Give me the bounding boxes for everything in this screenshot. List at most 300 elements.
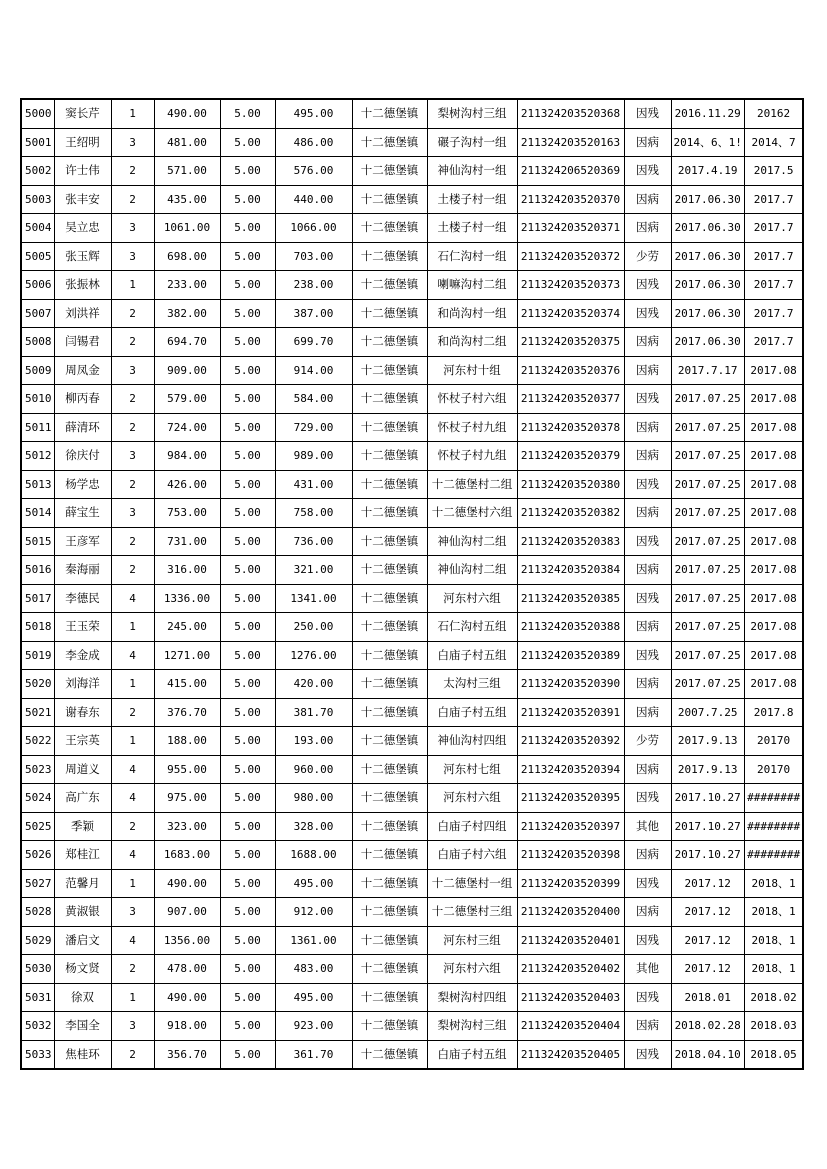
table-row — [21, 698, 803, 727]
household-count-cell: 2 — [111, 955, 154, 984]
amount-cell: 481.00 — [154, 128, 220, 157]
household-count-cell: 4 — [111, 926, 154, 955]
increment-cell: 5.00 — [220, 328, 275, 357]
reason-cell: 因残 — [624, 470, 671, 499]
amount-cell: 435.00 — [154, 185, 220, 214]
name-cell: 李金成 — [54, 641, 111, 670]
household-count-cell: 2 — [111, 413, 154, 442]
start-month-cell: 2017.08 — [744, 670, 803, 699]
row-number: 5010 — [21, 385, 54, 414]
reason-cell: 因病 — [624, 185, 671, 214]
increment-cell: 5.00 — [220, 527, 275, 556]
id-number-cell: 211324203520397 — [517, 812, 624, 841]
town-cell: 十二德堡镇 — [352, 926, 427, 955]
village-cell: 土楼子村一组 — [427, 214, 517, 243]
amount-cell: 907.00 — [154, 898, 220, 927]
row-number: 5008 — [21, 328, 54, 357]
row-number: 5024 — [21, 784, 54, 813]
household-count-cell: 1 — [111, 727, 154, 756]
id-number-cell: 211324203520404 — [517, 1012, 624, 1041]
start-month-cell: 20170 — [744, 755, 803, 784]
total-cell: 486.00 — [275, 128, 352, 157]
village-cell: 喇嘛沟村二组 — [427, 271, 517, 300]
row-number: 5018 — [21, 613, 54, 642]
date-cell: 2017.06.30 — [671, 271, 744, 300]
id-number-cell: 211324203520388 — [517, 613, 624, 642]
row-number: 5025 — [21, 812, 54, 841]
town-cell: 十二德堡镇 — [352, 470, 427, 499]
amount-cell: 918.00 — [154, 1012, 220, 1041]
town-cell: 十二德堡镇 — [352, 214, 427, 243]
date-cell: 2018.01 — [671, 983, 744, 1012]
town-cell: 十二德堡镇 — [352, 841, 427, 870]
village-cell: 白庙子村五组 — [427, 1040, 517, 1069]
amount-cell: 323.00 — [154, 812, 220, 841]
table-row — [21, 385, 803, 414]
date-cell: 2017.07.25 — [671, 442, 744, 471]
total-cell: 1066.00 — [275, 214, 352, 243]
total-cell: 584.00 — [275, 385, 352, 414]
town-cell: 十二德堡镇 — [352, 812, 427, 841]
household-count-cell: 2 — [111, 185, 154, 214]
amount-cell: 1336.00 — [154, 584, 220, 613]
village-cell: 怀杖子村九组 — [427, 442, 517, 471]
date-cell: 2017.12 — [671, 926, 744, 955]
date-cell: 2017.07.25 — [671, 641, 744, 670]
table-row — [21, 271, 803, 300]
town-cell: 十二德堡镇 — [352, 271, 427, 300]
reason-cell: 因病 — [624, 613, 671, 642]
row-number: 5029 — [21, 926, 54, 955]
town-cell: 十二德堡镇 — [352, 1012, 427, 1041]
table-row — [21, 584, 803, 613]
household-count-cell: 2 — [111, 385, 154, 414]
village-cell: 河东村六组 — [427, 955, 517, 984]
increment-cell: 5.00 — [220, 470, 275, 499]
name-cell: 李德民 — [54, 584, 111, 613]
id-number-cell: 211324203520401 — [517, 926, 624, 955]
increment-cell: 5.00 — [220, 584, 275, 613]
increment-cell: 5.00 — [220, 641, 275, 670]
date-cell: 2017.10.27 — [671, 841, 744, 870]
reason-cell: 因病 — [624, 556, 671, 585]
increment-cell: 5.00 — [220, 242, 275, 271]
total-cell: 238.00 — [275, 271, 352, 300]
name-cell: 高广东 — [54, 784, 111, 813]
start-month-cell: ######## — [744, 784, 803, 813]
table-row — [21, 442, 803, 471]
row-number: 5020 — [21, 670, 54, 699]
reason-cell: 因病 — [624, 328, 671, 357]
reason-cell: 因病 — [624, 1012, 671, 1041]
row-number: 5019 — [21, 641, 54, 670]
table-row — [21, 1012, 803, 1041]
name-cell: 秦海丽 — [54, 556, 111, 585]
amount-cell: 382.00 — [154, 299, 220, 328]
town-cell: 十二德堡镇 — [352, 869, 427, 898]
total-cell: 1341.00 — [275, 584, 352, 613]
row-number: 5028 — [21, 898, 54, 927]
total-cell: 912.00 — [275, 898, 352, 927]
name-cell: 王宗英 — [54, 727, 111, 756]
start-month-cell: 2017.08 — [744, 584, 803, 613]
date-cell: 2017.07.25 — [671, 413, 744, 442]
id-number-cell: 211324203520391 — [517, 698, 624, 727]
id-number-cell: 211324203520377 — [517, 385, 624, 414]
village-cell: 河东村三组 — [427, 926, 517, 955]
total-cell: 576.00 — [275, 157, 352, 186]
town-cell: 十二德堡镇 — [352, 99, 427, 128]
amount-cell: 1061.00 — [154, 214, 220, 243]
name-cell: 闫锡君 — [54, 328, 111, 357]
date-cell: 2018.02.28 — [671, 1012, 744, 1041]
village-cell: 河东村六组 — [427, 784, 517, 813]
date-cell: 2017.12 — [671, 869, 744, 898]
reason-cell: 因残 — [624, 157, 671, 186]
start-month-cell: 2017.7 — [744, 328, 803, 357]
start-month-cell: 2018、1 — [744, 955, 803, 984]
increment-cell: 5.00 — [220, 613, 275, 642]
amount-cell: 233.00 — [154, 271, 220, 300]
row-number: 5005 — [21, 242, 54, 271]
household-count-cell: 2 — [111, 299, 154, 328]
amount-cell: 1683.00 — [154, 841, 220, 870]
town-cell: 十二德堡镇 — [352, 442, 427, 471]
name-cell: 刘海洋 — [54, 670, 111, 699]
id-number-cell: 211324203520373 — [517, 271, 624, 300]
household-count-cell: 4 — [111, 755, 154, 784]
date-cell: 2017.12 — [671, 955, 744, 984]
household-count-cell: 1 — [111, 670, 154, 699]
start-month-cell: 2017.7 — [744, 214, 803, 243]
date-cell: 2017.06.30 — [671, 185, 744, 214]
increment-cell: 5.00 — [220, 698, 275, 727]
household-count-cell: 2 — [111, 328, 154, 357]
id-number-cell: 211324206520369 — [517, 157, 624, 186]
date-cell: 2014、6、1! — [671, 128, 744, 157]
row-number: 5002 — [21, 157, 54, 186]
total-cell: 495.00 — [275, 869, 352, 898]
town-cell: 十二德堡镇 — [352, 299, 427, 328]
start-month-cell: 2017.08 — [744, 385, 803, 414]
amount-cell: 753.00 — [154, 499, 220, 528]
table-row — [21, 527, 803, 556]
table-row — [21, 157, 803, 186]
household-count-cell: 1 — [111, 613, 154, 642]
total-cell: 328.00 — [275, 812, 352, 841]
name-cell: 范馨月 — [54, 869, 111, 898]
town-cell: 十二德堡镇 — [352, 584, 427, 613]
amount-cell: 1356.00 — [154, 926, 220, 955]
date-cell: 2017.9.13 — [671, 755, 744, 784]
reason-cell: 因残 — [624, 983, 671, 1012]
row-number: 5000 — [21, 99, 54, 128]
amount-cell: 356.70 — [154, 1040, 220, 1069]
name-cell: 张丰安 — [54, 185, 111, 214]
row-number: 5004 — [21, 214, 54, 243]
village-cell: 石仁沟村五组 — [427, 613, 517, 642]
total-cell: 989.00 — [275, 442, 352, 471]
row-number: 5032 — [21, 1012, 54, 1041]
village-cell: 河东村七组 — [427, 755, 517, 784]
table-row — [21, 983, 803, 1012]
village-cell: 和尚沟村一组 — [427, 299, 517, 328]
id-number-cell: 211324203520402 — [517, 955, 624, 984]
amount-cell: 698.00 — [154, 242, 220, 271]
id-number-cell: 211324203520368 — [517, 99, 624, 128]
increment-cell: 5.00 — [220, 128, 275, 157]
reason-cell: 因病 — [624, 499, 671, 528]
name-cell: 徐双 — [54, 983, 111, 1012]
household-count-cell: 3 — [111, 242, 154, 271]
increment-cell: 5.00 — [220, 99, 275, 128]
amount-cell: 415.00 — [154, 670, 220, 699]
village-cell: 碾子沟村一组 — [427, 128, 517, 157]
name-cell: 王彦军 — [54, 527, 111, 556]
table-row — [21, 99, 803, 128]
start-month-cell: 2017.08 — [744, 613, 803, 642]
id-number-cell: 211324203520374 — [517, 299, 624, 328]
village-cell: 河东村十组 — [427, 356, 517, 385]
id-number-cell: 211324203520403 — [517, 983, 624, 1012]
village-cell: 太沟村三组 — [427, 670, 517, 699]
increment-cell: 5.00 — [220, 271, 275, 300]
name-cell: 谢春东 — [54, 698, 111, 727]
row-number: 5009 — [21, 356, 54, 385]
village-cell: 白庙子村五组 — [427, 698, 517, 727]
date-cell: 2017.07.25 — [671, 499, 744, 528]
start-month-cell: 2017.08 — [744, 641, 803, 670]
id-number-cell: 211324203520375 — [517, 328, 624, 357]
amount-cell: 975.00 — [154, 784, 220, 813]
start-month-cell: 2018.02 — [744, 983, 803, 1012]
start-month-cell: 2018.03 — [744, 1012, 803, 1041]
id-number-cell: 211324203520370 — [517, 185, 624, 214]
start-month-cell: 2017.7 — [744, 185, 803, 214]
reason-cell: 因残 — [624, 299, 671, 328]
row-number: 5001 — [21, 128, 54, 157]
reason-cell: 因残 — [624, 527, 671, 556]
id-number-cell: 211324203520400 — [517, 898, 624, 927]
date-cell: 2018.04.10 — [671, 1040, 744, 1069]
row-number: 5027 — [21, 869, 54, 898]
name-cell: 周凤金 — [54, 356, 111, 385]
amount-cell: 478.00 — [154, 955, 220, 984]
name-cell: 焦桂环 — [54, 1040, 111, 1069]
date-cell: 2017.06.30 — [671, 242, 744, 271]
amount-cell: 579.00 — [154, 385, 220, 414]
id-number-cell: 211324203520389 — [517, 641, 624, 670]
id-number-cell: 211324203520163 — [517, 128, 624, 157]
household-count-cell: 3 — [111, 128, 154, 157]
total-cell: 980.00 — [275, 784, 352, 813]
amount-cell: 188.00 — [154, 727, 220, 756]
table-row — [21, 242, 803, 271]
household-count-cell: 4 — [111, 784, 154, 813]
total-cell: 699.70 — [275, 328, 352, 357]
town-cell: 十二德堡镇 — [352, 185, 427, 214]
town-cell: 十二德堡镇 — [352, 128, 427, 157]
date-cell: 2017.10.27 — [671, 812, 744, 841]
total-cell: 729.00 — [275, 413, 352, 442]
amount-cell: 245.00 — [154, 613, 220, 642]
village-cell: 石仁沟村一组 — [427, 242, 517, 271]
name-cell: 郑桂江 — [54, 841, 111, 870]
amount-cell: 731.00 — [154, 527, 220, 556]
row-number: 5022 — [21, 727, 54, 756]
total-cell: 1276.00 — [275, 641, 352, 670]
row-number: 5014 — [21, 499, 54, 528]
start-month-cell: ######## — [744, 812, 803, 841]
household-count-cell: 2 — [111, 527, 154, 556]
row-number: 5015 — [21, 527, 54, 556]
date-cell: 2017.07.25 — [671, 470, 744, 499]
start-month-cell: 20170 — [744, 727, 803, 756]
row-number: 5006 — [21, 271, 54, 300]
town-cell: 十二德堡镇 — [352, 755, 427, 784]
table-row — [21, 641, 803, 670]
total-cell: 495.00 — [275, 99, 352, 128]
village-cell: 白庙子村四组 — [427, 812, 517, 841]
reason-cell: 因残 — [624, 584, 671, 613]
household-count-cell: 3 — [111, 499, 154, 528]
reason-cell: 因残 — [624, 1040, 671, 1069]
increment-cell: 5.00 — [220, 299, 275, 328]
total-cell: 361.70 — [275, 1040, 352, 1069]
row-number: 5033 — [21, 1040, 54, 1069]
town-cell: 十二德堡镇 — [352, 1040, 427, 1069]
date-cell: 2017.06.30 — [671, 299, 744, 328]
town-cell: 十二德堡镇 — [352, 242, 427, 271]
town-cell: 十二德堡镇 — [352, 698, 427, 727]
increment-cell: 5.00 — [220, 157, 275, 186]
amount-cell: 490.00 — [154, 983, 220, 1012]
reason-cell: 少劳 — [624, 727, 671, 756]
total-cell: 420.00 — [275, 670, 352, 699]
id-number-cell: 211324203520380 — [517, 470, 624, 499]
total-cell: 495.00 — [275, 983, 352, 1012]
village-cell: 十二德堡村三组 — [427, 898, 517, 927]
reason-cell: 因残 — [624, 99, 671, 128]
household-count-cell: 2 — [111, 1040, 154, 1069]
amount-cell: 426.00 — [154, 470, 220, 499]
table-row — [21, 926, 803, 955]
start-month-cell: 2017.7 — [744, 299, 803, 328]
table-row — [21, 299, 803, 328]
id-number-cell: 211324203520384 — [517, 556, 624, 585]
date-cell: 2017.7.17 — [671, 356, 744, 385]
start-month-cell: 2017.7 — [744, 242, 803, 271]
id-number-cell: 211324203520394 — [517, 755, 624, 784]
name-cell: 张振林 — [54, 271, 111, 300]
table-row — [21, 470, 803, 499]
id-number-cell: 211324203520398 — [517, 841, 624, 870]
date-cell: 2007.7.25 — [671, 698, 744, 727]
total-cell: 1361.00 — [275, 926, 352, 955]
id-number-cell: 211324203520399 — [517, 869, 624, 898]
name-cell: 周道义 — [54, 755, 111, 784]
start-month-cell: 20162 — [744, 99, 803, 128]
table-row — [21, 1040, 803, 1069]
table-row — [21, 727, 803, 756]
date-cell: 2017.07.25 — [671, 670, 744, 699]
table-row — [21, 413, 803, 442]
increment-cell: 5.00 — [220, 755, 275, 784]
name-cell: 窦长芹 — [54, 99, 111, 128]
name-cell: 薛清环 — [54, 413, 111, 442]
reason-cell: 少劳 — [624, 242, 671, 271]
name-cell: 吴立忠 — [54, 214, 111, 243]
increment-cell: 5.00 — [220, 841, 275, 870]
row-number: 5031 — [21, 983, 54, 1012]
date-cell: 2017.07.25 — [671, 613, 744, 642]
date-cell: 2017.9.13 — [671, 727, 744, 756]
start-month-cell: ######## — [744, 841, 803, 870]
row-number: 5016 — [21, 556, 54, 585]
row-number: 5030 — [21, 955, 54, 984]
town-cell: 十二德堡镇 — [352, 983, 427, 1012]
amount-cell: 909.00 — [154, 356, 220, 385]
total-cell: 381.70 — [275, 698, 352, 727]
village-cell: 神仙沟村一组 — [427, 157, 517, 186]
amount-cell: 724.00 — [154, 413, 220, 442]
village-cell: 河东村六组 — [427, 584, 517, 613]
row-number: 5026 — [21, 841, 54, 870]
id-number-cell: 211324203520372 — [517, 242, 624, 271]
reason-cell: 因病 — [624, 128, 671, 157]
name-cell: 潘启文 — [54, 926, 111, 955]
town-cell: 十二德堡镇 — [352, 356, 427, 385]
name-cell: 柳丙春 — [54, 385, 111, 414]
household-count-cell: 1 — [111, 869, 154, 898]
row-number: 5012 — [21, 442, 54, 471]
row-number: 5007 — [21, 299, 54, 328]
household-count-cell: 4 — [111, 841, 154, 870]
household-count-cell: 3 — [111, 898, 154, 927]
reason-cell: 因残 — [624, 926, 671, 955]
id-number-cell: 211324203520385 — [517, 584, 624, 613]
household-count-cell: 3 — [111, 356, 154, 385]
town-cell: 十二德堡镇 — [352, 641, 427, 670]
start-month-cell: 2018.05 — [744, 1040, 803, 1069]
name-cell: 王玉荣 — [54, 613, 111, 642]
reason-cell: 因残 — [624, 641, 671, 670]
total-cell: 703.00 — [275, 242, 352, 271]
row-number: 5023 — [21, 755, 54, 784]
name-cell: 薛宝生 — [54, 499, 111, 528]
reason-cell: 因病 — [624, 356, 671, 385]
household-count-cell: 1 — [111, 983, 154, 1012]
amount-cell: 694.70 — [154, 328, 220, 357]
town-cell: 十二德堡镇 — [352, 385, 427, 414]
data-table — [20, 98, 804, 1070]
start-month-cell: 2014、7 — [744, 128, 803, 157]
increment-cell: 5.00 — [220, 214, 275, 243]
total-cell: 250.00 — [275, 613, 352, 642]
town-cell: 十二德堡镇 — [352, 727, 427, 756]
household-count-cell: 3 — [111, 1012, 154, 1041]
name-cell: 李国全 — [54, 1012, 111, 1041]
household-count-cell: 4 — [111, 641, 154, 670]
start-month-cell: 2018、1 — [744, 898, 803, 927]
total-cell: 387.00 — [275, 299, 352, 328]
amount-cell: 955.00 — [154, 755, 220, 784]
village-cell: 和尚沟村二组 — [427, 328, 517, 357]
table-row — [21, 955, 803, 984]
increment-cell: 5.00 — [220, 812, 275, 841]
total-cell: 440.00 — [275, 185, 352, 214]
reason-cell: 因病 — [624, 670, 671, 699]
